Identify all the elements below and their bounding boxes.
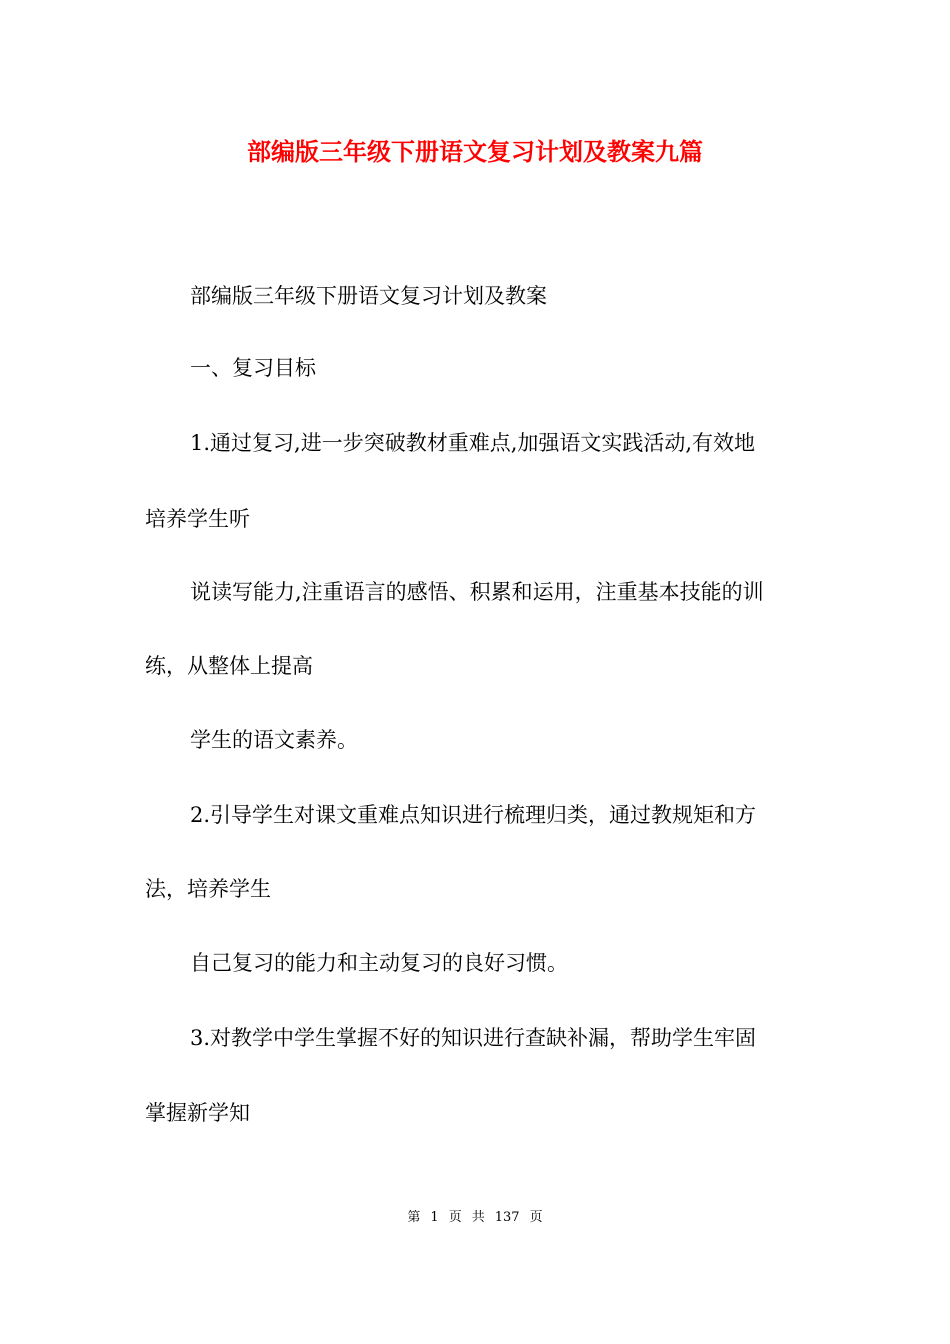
footer-current-page: 1 (430, 1210, 439, 1225)
subtitle-line: 部编版三年级下册语文复习计划及教案 (190, 284, 547, 308)
paragraph-line: 练，从整体上提高 (145, 654, 313, 678)
footer-total-unit: 页 (529, 1210, 543, 1225)
footer-total-pages: 137 (494, 1210, 520, 1225)
paragraph-line: 自己复习的能力和主动复习的良好习惯。 (190, 951, 568, 975)
paragraph-line: 说读写能力,注重语言的感悟、积累和运用，注重基本技能的训 (190, 580, 764, 604)
paragraph-line: 法，培养学生 (145, 877, 271, 901)
footer-total-prefix: 共 (471, 1210, 485, 1225)
document-title: 部编版三年级下册语文复习计划及教案九篇 (247, 137, 703, 166)
paragraph-line: 2.引导学生对课文重难点知识进行梳理归类，通过教规矩和方 (190, 803, 757, 827)
paragraph-line: 掌握新学知 (145, 1101, 250, 1125)
footer-page-unit: 页 (448, 1210, 462, 1225)
footer-prefix: 第 (407, 1210, 421, 1225)
section-heading: 一、复习目标 (190, 356, 316, 380)
page-footer (0, 1208, 950, 1228)
paragraph-line: 1.通过复习,进一步突破教材重难点,加强语文实践活动,有效地 (190, 431, 756, 455)
paragraph-line: 学生的语文素养。 (190, 728, 358, 752)
paragraph-line: 3.对教学中学生掌握不好的知识进行查缺补漏，帮助学生牢固 (190, 1026, 757, 1050)
paragraph-line: 培养学生听 (145, 507, 250, 531)
